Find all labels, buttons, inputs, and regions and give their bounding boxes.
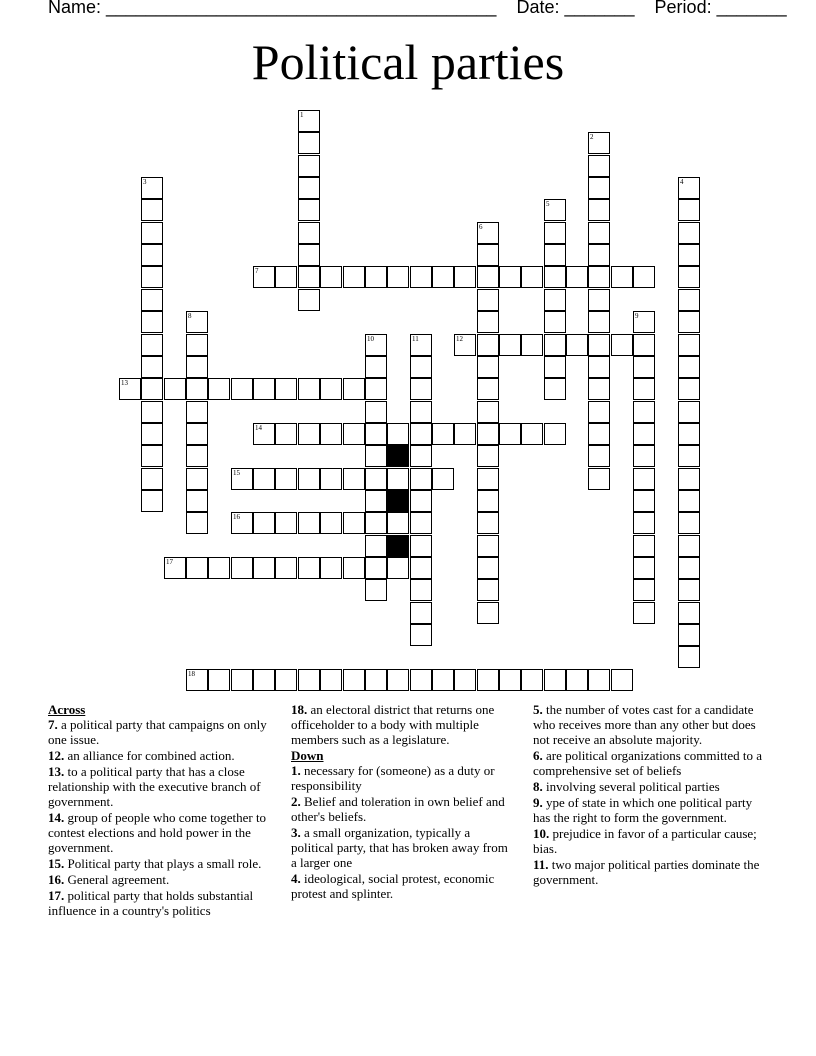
grid-cell[interactable] [298, 289, 320, 311]
clue-number: 1 [300, 111, 304, 119]
clue-across-16: 16. General agreement. [48, 872, 170, 887]
across-heading: Across [48, 702, 86, 717]
grid-cell[interactable] [343, 266, 365, 288]
clue-number: 6 [479, 223, 483, 231]
black-square [387, 445, 409, 467]
grid-cell[interactable] [633, 535, 655, 557]
grid-cell[interactable] [410, 356, 432, 378]
clue-number: 2 [590, 133, 594, 141]
grid-cell[interactable] [298, 199, 320, 221]
grid-cell[interactable] [387, 557, 409, 579]
grid-cell[interactable] [633, 557, 655, 579]
grid-cell[interactable] [477, 222, 499, 244]
grid-cell[interactable] [477, 579, 499, 601]
grid-cell[interactable] [186, 334, 208, 356]
grid-cell[interactable] [343, 557, 365, 579]
grid-cell[interactable] [678, 535, 700, 557]
clue-number: 3 [143, 178, 147, 186]
grid-cell[interactable] [477, 512, 499, 534]
grid-cell[interactable] [678, 445, 700, 467]
grid-cell[interactable] [499, 334, 521, 356]
grid-cell[interactable] [477, 356, 499, 378]
grid-cell[interactable] [231, 512, 253, 534]
grid-cell[interactable] [253, 378, 275, 400]
grid-cell[interactable] [678, 177, 700, 199]
grid-cell[interactable] [387, 669, 409, 691]
grid-cell[interactable] [231, 468, 253, 490]
grid-cell[interactable] [477, 311, 499, 333]
clue-down-8: 8. involving several political parties [533, 779, 720, 794]
grid-cell[interactable] [208, 669, 230, 691]
grid-cell[interactable] [141, 401, 163, 423]
grid-cell[interactable] [521, 266, 543, 288]
grid-cell[interactable] [320, 378, 342, 400]
grid-cell[interactable] [678, 334, 700, 356]
grid-cell[interactable] [275, 423, 297, 445]
grid-cell[interactable] [588, 356, 610, 378]
grid-cell[interactable] [298, 266, 320, 288]
grid-cell[interactable] [186, 445, 208, 467]
grid-cell[interactable] [141, 445, 163, 467]
grid-cell[interactable] [588, 199, 610, 221]
grid-cell[interactable] [544, 266, 566, 288]
grid-cell[interactable] [208, 378, 230, 400]
grid-cell[interactable] [678, 311, 700, 333]
clues-column-2 [291, 702, 516, 902]
clue-down-6: 6. are political organizations committed to a comprehensive set of beliefs [533, 748, 762, 778]
grid-cell[interactable] [477, 445, 499, 467]
grid-cell[interactable] [253, 468, 275, 490]
clues-column-1 [48, 702, 278, 919]
grid-cell[interactable] [320, 512, 342, 534]
grid-cell[interactable] [410, 401, 432, 423]
grid-cell[interactable] [499, 423, 521, 445]
grid-cell[interactable] [186, 490, 208, 512]
grid-cell[interactable] [678, 356, 700, 378]
grid-cell[interactable] [141, 266, 163, 288]
grid-cell[interactable] [343, 423, 365, 445]
grid-cell[interactable] [208, 557, 230, 579]
clue-down-2: 2. Belief and toleration in own belief and other's beliefs. [291, 794, 505, 824]
grid-cell[interactable] [588, 401, 610, 423]
grid-cell[interactable] [454, 334, 476, 356]
grid-cell[interactable] [544, 423, 566, 445]
grid-cell[interactable] [253, 423, 275, 445]
grid-cell[interactable] [544, 311, 566, 333]
grid-cell[interactable] [678, 646, 700, 668]
grid-cell[interactable] [253, 669, 275, 691]
grid-cell[interactable] [141, 289, 163, 311]
grid-cell[interactable] [477, 468, 499, 490]
grid-cell[interactable] [365, 512, 387, 534]
grid-cell[interactable] [365, 468, 387, 490]
grid-cell[interactable] [186, 512, 208, 534]
grid-cell[interactable] [387, 423, 409, 445]
grid-cell[interactable] [566, 669, 588, 691]
grid-cell[interactable] [633, 334, 655, 356]
clue-across-14: 14. group of people who come together to contest elections and hold power in the government. [48, 810, 267, 855]
clue-number: 7 [255, 267, 259, 275]
grid-cell[interactable] [544, 356, 566, 378]
grid-cell[interactable] [141, 356, 163, 378]
grid-cell[interactable] [633, 602, 655, 624]
grid-cell[interactable] [141, 222, 163, 244]
grid-cell[interactable] [410, 423, 432, 445]
grid-cell[interactable] [477, 378, 499, 400]
grid-cell[interactable] [186, 669, 208, 691]
grid-cell[interactable] [588, 423, 610, 445]
clue-number: 18 [188, 670, 195, 678]
grid-cell[interactable] [186, 311, 208, 333]
grid-cell[interactable] [298, 423, 320, 445]
grid-cell[interactable] [678, 199, 700, 221]
grid-cell[interactable] [588, 132, 610, 154]
grid-cell[interactable] [633, 579, 655, 601]
grid-cell[interactable] [633, 423, 655, 445]
grid-cell[interactable] [186, 468, 208, 490]
grid-cell[interactable] [454, 423, 476, 445]
clue-number: 8 [188, 312, 192, 320]
grid-cell[interactable] [365, 445, 387, 467]
grid-cell[interactable] [141, 244, 163, 266]
grid-cell[interactable] [454, 266, 476, 288]
grid-cell[interactable] [432, 468, 454, 490]
grid-cell[interactable] [678, 557, 700, 579]
grid-cell[interactable] [588, 311, 610, 333]
clue-across-7: 7. a political party that campaigns on only one issue. [48, 717, 267, 747]
grid-cell[interactable] [164, 378, 186, 400]
grid-cell[interactable] [566, 334, 588, 356]
grid-cell[interactable] [588, 244, 610, 266]
grid-cell[interactable] [298, 110, 320, 132]
grid-cell[interactable] [499, 669, 521, 691]
grid-cell[interactable] [410, 512, 432, 534]
grid-cell[interactable] [298, 222, 320, 244]
clue-number: 17 [166, 558, 173, 566]
grid-cell[interactable] [141, 334, 163, 356]
grid-cell[interactable] [678, 579, 700, 601]
clue-across-12: 12. an alliance for combined action. [48, 748, 235, 763]
grid-cell[interactable] [320, 266, 342, 288]
grid-cell[interactable] [275, 669, 297, 691]
grid-cell[interactable] [633, 490, 655, 512]
clue-across-15: 15. Political party that plays a small role. [48, 856, 262, 871]
grid-cell[interactable] [365, 535, 387, 557]
grid-cell[interactable] [410, 378, 432, 400]
grid-cell[interactable] [521, 669, 543, 691]
grid-cell[interactable] [275, 512, 297, 534]
grid-cell[interactable] [432, 423, 454, 445]
grid-cell[interactable] [141, 490, 163, 512]
grid-cell[interactable] [298, 669, 320, 691]
grid-cell[interactable] [410, 445, 432, 467]
grid-cell[interactable] [410, 669, 432, 691]
clue-down-4: 4. ideological, social protest, economic protest and splinter. [291, 871, 495, 901]
grid-cell[interactable] [365, 490, 387, 512]
grid-cell[interactable] [387, 266, 409, 288]
grid-cell[interactable] [387, 468, 409, 490]
clue-across-17: 17. political party that holds substantial influence in a country's politics [48, 888, 254, 918]
clue-number: 11 [412, 335, 419, 343]
clue-down-11: 11. two major political parties dominate the government. [533, 857, 760, 887]
grid-cell[interactable] [544, 244, 566, 266]
grid-cell[interactable] [410, 579, 432, 601]
grid-cell[interactable] [320, 468, 342, 490]
name-date-period-line: Name: _______________________________________ Date: _______ Period: _______ [48, 0, 787, 17]
grid-cell[interactable] [253, 557, 275, 579]
grid-cell[interactable] [343, 378, 365, 400]
clues-column-3 [533, 702, 768, 888]
grid-cell[interactable] [521, 423, 543, 445]
grid-cell[interactable] [544, 334, 566, 356]
grid-cell[interactable] [499, 266, 521, 288]
grid-cell[interactable] [477, 490, 499, 512]
grid-cell[interactable] [365, 579, 387, 601]
grid-cell[interactable] [477, 289, 499, 311]
grid-cell[interactable] [588, 378, 610, 400]
grid-cell[interactable] [298, 468, 320, 490]
grid-cell[interactable] [253, 512, 275, 534]
grid-cell[interactable] [588, 289, 610, 311]
grid-cell[interactable] [588, 445, 610, 467]
grid-cell[interactable] [588, 222, 610, 244]
grid-cell[interactable] [410, 624, 432, 646]
grid-cell[interactable] [298, 177, 320, 199]
clue-number: 12 [456, 335, 463, 343]
grid-cell[interactable] [588, 155, 610, 177]
clue-number: 9 [635, 312, 639, 320]
grid-cell[interactable] [611, 266, 633, 288]
clue-down-3: 3. a small organization, typically a political party, that has broken away from a larger one [291, 825, 508, 870]
grid-cell[interactable] [141, 423, 163, 445]
grid-cell[interactable] [678, 289, 700, 311]
grid-cell[interactable] [611, 669, 633, 691]
clue-number: 16 [233, 513, 240, 521]
grid-cell[interactable] [253, 266, 275, 288]
grid-cell[interactable] [365, 401, 387, 423]
black-square [387, 535, 409, 557]
grid-cell[interactable] [588, 334, 610, 356]
grid-cell[interactable] [343, 468, 365, 490]
grid-cell[interactable] [678, 468, 700, 490]
grid-cell[interactable] [275, 378, 297, 400]
grid-cell[interactable] [544, 222, 566, 244]
grid-cell[interactable] [633, 401, 655, 423]
clue-down-10: 10. prejudice in favor of a particular cause; bias. [533, 826, 757, 856]
grid-cell[interactable] [320, 423, 342, 445]
grid-cell[interactable] [454, 669, 476, 691]
grid-cell[interactable] [298, 155, 320, 177]
grid-cell[interactable] [320, 669, 342, 691]
grid-cell[interactable] [119, 378, 141, 400]
page-title: Political parties [251, 34, 565, 90]
grid-cell[interactable] [611, 334, 633, 356]
grid-cell[interactable] [275, 557, 297, 579]
grid-cell[interactable] [477, 669, 499, 691]
grid-cell[interactable] [544, 669, 566, 691]
grid-cell[interactable] [544, 378, 566, 400]
grid-cell[interactable] [588, 266, 610, 288]
grid-cell[interactable] [544, 199, 566, 221]
clue-number: 4 [680, 178, 684, 186]
grid-cell[interactable] [365, 669, 387, 691]
grid-cell[interactable] [231, 669, 253, 691]
grid-cell[interactable] [186, 356, 208, 378]
grid-cell[interactable] [231, 557, 253, 579]
grid-cell[interactable] [298, 557, 320, 579]
grid-cell[interactable] [141, 199, 163, 221]
grid-cell[interactable] [164, 557, 186, 579]
grid-cell[interactable] [410, 266, 432, 288]
grid-cell[interactable] [343, 512, 365, 534]
grid-cell[interactable] [633, 512, 655, 534]
grid-cell[interactable] [633, 378, 655, 400]
grid-cell[interactable] [678, 401, 700, 423]
grid-cell[interactable] [298, 132, 320, 154]
grid-cell[interactable] [141, 177, 163, 199]
grid-cell[interactable] [477, 423, 499, 445]
grid-cell[interactable] [365, 334, 387, 356]
grid-cell[interactable] [432, 266, 454, 288]
grid-cell[interactable] [588, 468, 610, 490]
grid-cell[interactable] [633, 445, 655, 467]
grid-cell[interactable] [633, 468, 655, 490]
grid-cell[interactable] [410, 535, 432, 557]
grid-cell[interactable] [365, 266, 387, 288]
grid-cell[interactable] [365, 378, 387, 400]
grid-cell[interactable] [477, 401, 499, 423]
grid-cell[interactable] [186, 378, 208, 400]
grid-cell[interactable] [141, 378, 163, 400]
grid-cell[interactable] [678, 378, 700, 400]
grid-cell[interactable] [477, 244, 499, 266]
black-square [387, 490, 409, 512]
grid-cell[interactable] [275, 468, 297, 490]
grid-cell[interactable] [678, 423, 700, 445]
grid-cell[interactable] [544, 289, 566, 311]
clue-number: 10 [367, 335, 374, 343]
clue-across-18: 18. an electoral district that returns one officeholder to a body with multiple members such as a legislature. [291, 702, 495, 747]
grid-cell[interactable] [410, 490, 432, 512]
grid-cell[interactable] [477, 535, 499, 557]
grid-cell[interactable] [298, 244, 320, 266]
grid-cell[interactable] [231, 378, 253, 400]
grid-cell[interactable] [678, 490, 700, 512]
grid-cell[interactable] [678, 266, 700, 288]
grid-cell[interactable] [477, 557, 499, 579]
clue-across-13: 13. to a political party that has a close relationship with the executive branch of government. [48, 764, 261, 809]
clue-down-5: 5. the number of votes cast for a candidate who receives more than any other but does not receive an absolute majority. [533, 702, 756, 747]
grid-cell[interactable] [298, 378, 320, 400]
grid-cell[interactable] [343, 669, 365, 691]
grid-cell[interactable] [141, 468, 163, 490]
grid-cell[interactable] [477, 266, 499, 288]
grid-cell[interactable] [678, 624, 700, 646]
grid-cell[interactable] [678, 222, 700, 244]
grid-cell[interactable] [410, 334, 432, 356]
grid-cell[interactable] [477, 602, 499, 624]
grid-cell[interactable] [410, 468, 432, 490]
grid-cell[interactable] [588, 177, 610, 199]
grid-cell[interactable] [521, 334, 543, 356]
grid-cell[interactable] [566, 266, 588, 288]
clue-number: 13 [121, 379, 128, 387]
grid-cell[interactable] [186, 401, 208, 423]
grid-cell[interactable] [633, 266, 655, 288]
clue-number: 14 [255, 424, 262, 432]
grid-cell[interactable] [678, 512, 700, 534]
grid-cell[interactable] [275, 266, 297, 288]
down-heading: Down [291, 748, 324, 763]
grid-cell[interactable] [387, 512, 409, 534]
clue-number: 5 [546, 200, 550, 208]
grid-cell[interactable] [633, 311, 655, 333]
grid-cell[interactable] [186, 423, 208, 445]
grid-cell[interactable] [477, 334, 499, 356]
grid-cell[interactable] [410, 602, 432, 624]
grid-cell[interactable] [588, 669, 610, 691]
clue-down-9: 9. ype of state in which one political party has the right to form the government. [533, 795, 753, 825]
grid-cell[interactable] [141, 311, 163, 333]
grid-cell[interactable] [365, 356, 387, 378]
grid-cell[interactable] [432, 669, 454, 691]
grid-cell[interactable] [678, 244, 700, 266]
grid-cell[interactable] [298, 512, 320, 534]
grid-cell[interactable] [320, 557, 342, 579]
grid-cell[interactable] [678, 602, 700, 624]
clue-number: 15 [233, 469, 240, 477]
grid-cell[interactable] [186, 557, 208, 579]
grid-cell[interactable] [633, 356, 655, 378]
grid-cell[interactable] [365, 557, 387, 579]
grid-cell[interactable] [410, 557, 432, 579]
clue-down-1: 1. necessary for (someone) as a duty or responsibility [291, 763, 495, 793]
grid-cell[interactable] [365, 423, 387, 445]
